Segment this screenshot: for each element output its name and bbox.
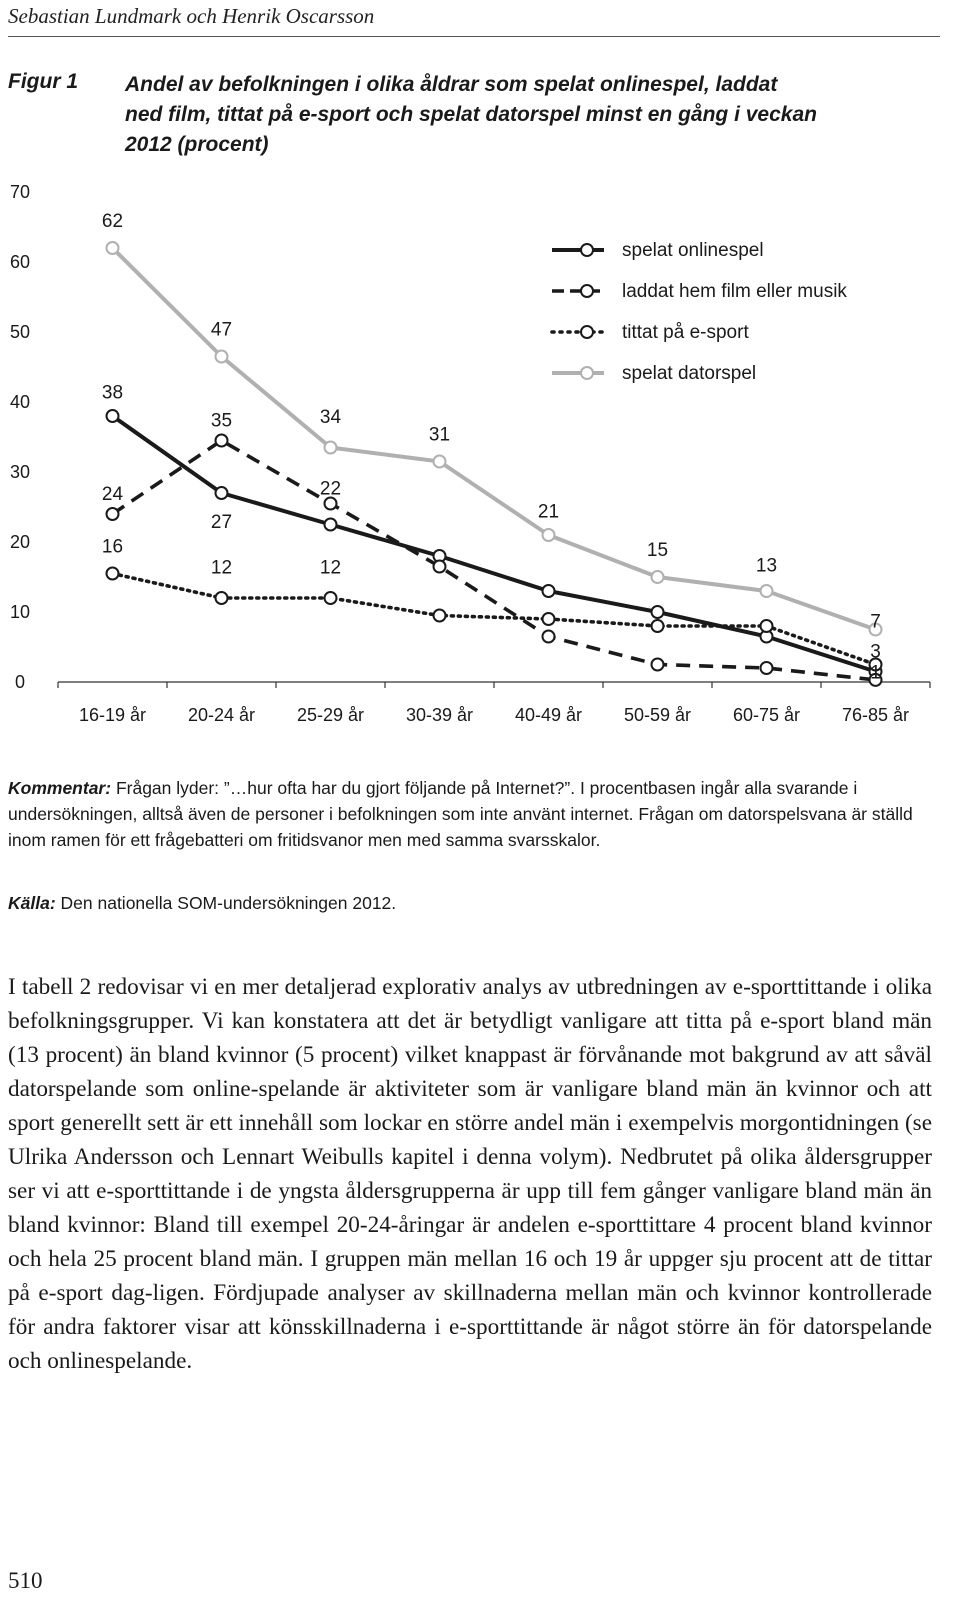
y-tick-label: 30 bbox=[9, 462, 31, 482]
data-label: 62 bbox=[101, 211, 124, 232]
running-header bbox=[8, 0, 940, 37]
data-point bbox=[216, 487, 228, 499]
data-point bbox=[325, 592, 337, 604]
data-point bbox=[761, 620, 773, 632]
data-point bbox=[107, 568, 119, 580]
data-point bbox=[107, 242, 119, 254]
data-label: 27 bbox=[210, 512, 233, 533]
legend-label: laddat hem film eller musik bbox=[622, 281, 847, 302]
x-tick-label: 60-75 år bbox=[732, 705, 801, 725]
y-tick-label: 10 bbox=[9, 602, 31, 622]
source-text: Den nationella SOM-undersökningen 2012. bbox=[55, 893, 397, 913]
legend-label: spelat datorspel bbox=[622, 363, 757, 384]
data-label: 12 bbox=[319, 557, 342, 579]
y-tick-label: 50 bbox=[9, 322, 31, 342]
source-label: Källa: bbox=[8, 893, 56, 913]
legend-label: tittat på e-sport bbox=[622, 322, 749, 343]
figure-source bbox=[8, 893, 396, 914]
comment-label: Kommentar: bbox=[8, 778, 112, 798]
data-point bbox=[434, 456, 446, 468]
figure-title-line: 2012 (procent) bbox=[125, 133, 269, 156]
figure-title-line: Andel av befolkningen i olika åldrar som spelat onlinespel, laddat bbox=[125, 73, 778, 96]
data-label: 3 bbox=[870, 641, 881, 663]
data-point bbox=[434, 610, 446, 622]
data-point bbox=[543, 529, 555, 541]
data-label: 16 bbox=[101, 536, 124, 558]
data-label: 47 bbox=[210, 319, 233, 341]
data-point bbox=[543, 585, 555, 597]
data-point bbox=[652, 620, 664, 632]
x-tick-label: 20-24 år bbox=[187, 705, 256, 725]
data-point bbox=[652, 571, 664, 583]
x-tick-label: 76-85 år bbox=[841, 705, 910, 725]
data-point bbox=[652, 606, 664, 618]
x-tick-label: 30-39 år bbox=[405, 705, 474, 725]
y-tick-label: 40 bbox=[9, 392, 31, 412]
figure-label: Figur 1 bbox=[8, 70, 79, 93]
x-tick-label: 16-19 år bbox=[78, 705, 147, 725]
data-point bbox=[107, 410, 119, 422]
data-label: 7 bbox=[870, 611, 881, 633]
data-point bbox=[761, 662, 773, 674]
data-point bbox=[216, 592, 228, 604]
data-label: 13 bbox=[755, 555, 778, 577]
legend-marker bbox=[581, 285, 593, 297]
x-tick-label: 25-29 år bbox=[296, 705, 365, 725]
header-authors: Sebastian Lundmark och Henrik Oscarsson bbox=[8, 4, 375, 28]
data-point bbox=[652, 659, 664, 671]
data-label: 12 bbox=[210, 557, 233, 579]
data-label: 38 bbox=[101, 382, 124, 404]
x-tick-label: 40-49 år bbox=[514, 705, 583, 725]
legend-marker bbox=[581, 326, 593, 338]
data-point bbox=[325, 442, 337, 454]
figure-comment bbox=[8, 775, 938, 853]
body-paragraph: I tabell 2 redovisar vi en mer detaljerad explorativ analys av utbredningen av e-sporttittande i olika befolkningsgrupper. Vi kan konstatera att det är betydligt vanligare att titta på e-sport bland män (13 procent) än bland kvinnor (5 procent) vilket knappast är förvånande mot bakgrund av att såväl datorspelande som online-spelande är aktiviteter som är vanligare bland män än kvinnor och att sport generellt sett är ett innehåll som lockar en större andel män i exempelvis morgontidningen (se Ulrika Andersson och Lennart Weibulls kapitel i denna volym). Nedbrutet på olika åldersgrupper ser vi att e-sporttittande i de yngsta åldersgrupperna är upp till fem gånger vanligare bland män än bland kvinnor: Bland till exempel 20-24-åringar är andelen e-sporttittare 4 procent bland kvinnor och hela 25 procent bland män. I gruppen män mellan 16 och 19 år uppger sju procent att de tittar på e-sport dag-ligen. Fördjupade analyser av skillnaderna mellan män och kvinnor kontrollerade för andra faktorer visar att könsskillnaderna i e-sporttittande är något större än för datorspelande och onlinespelande. bbox=[8, 974, 932, 1374]
data-point bbox=[325, 519, 337, 531]
y-tick-label: 0 bbox=[14, 672, 26, 692]
data-point bbox=[543, 613, 555, 625]
legend-marker bbox=[581, 244, 593, 256]
legend-label: spelat onlinespel bbox=[622, 240, 764, 261]
figure-title bbox=[125, 70, 925, 160]
comment-text: Frågan lyder: ”…hur ofta har du gjort följande på Internet?”. I procentbasen ingår alla svarande i undersökningen, alltså även de personer i befolkningen som inte använt internet. Frågan om datorspelsvana är ställd inom ramen för ett frågebatteri om fritidsvanor men med samma svarsskalor. bbox=[8, 778, 913, 850]
y-tick-label: 70 bbox=[9, 182, 31, 202]
data-point bbox=[216, 435, 228, 447]
legend-marker bbox=[581, 367, 593, 379]
y-tick-label: 20 bbox=[9, 532, 31, 552]
data-label: 31 bbox=[428, 424, 451, 446]
data-point bbox=[761, 585, 773, 597]
data-label: 1 bbox=[870, 662, 881, 684]
data-label: 35 bbox=[210, 410, 233, 432]
data-label: 15 bbox=[646, 540, 669, 561]
data-point bbox=[107, 508, 119, 520]
data-label: 24 bbox=[101, 484, 124, 505]
data-label: 22 bbox=[319, 478, 342, 500]
data-label: 21 bbox=[537, 501, 560, 523]
x-tick-label: 50-59 år bbox=[623, 705, 692, 725]
y-tick-label: 60 bbox=[9, 252, 31, 272]
data-point bbox=[434, 561, 446, 573]
data-point bbox=[216, 351, 228, 363]
data-label: 34 bbox=[319, 407, 342, 428]
data-point bbox=[543, 631, 555, 643]
line-chart bbox=[0, 175, 960, 745]
figure-title-line: ned film, tittat på e-sport och spelat datorspel minst en gång i veckan bbox=[125, 103, 817, 126]
page-number: 510 bbox=[8, 1568, 43, 1593]
